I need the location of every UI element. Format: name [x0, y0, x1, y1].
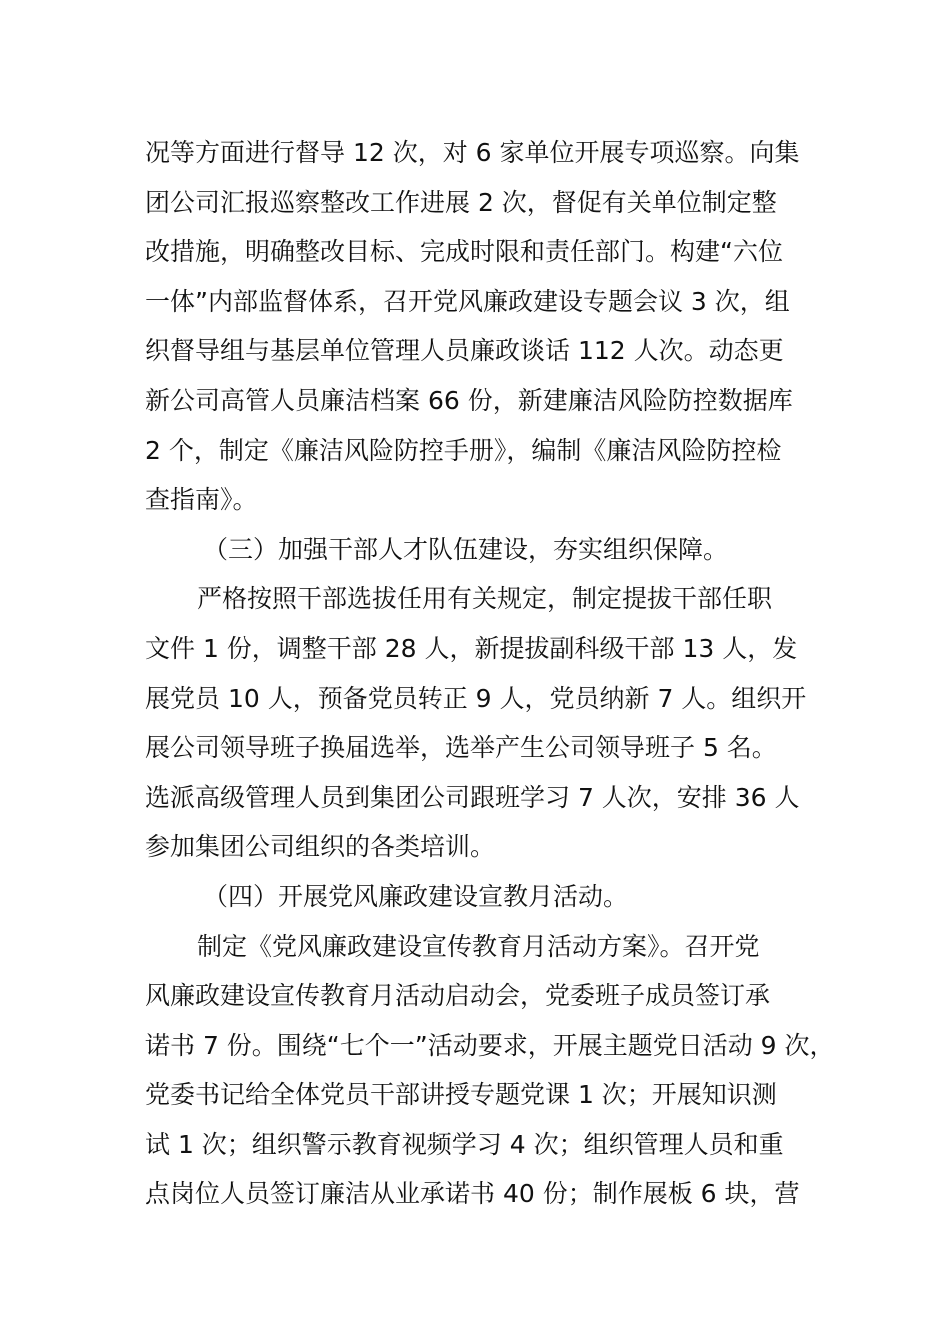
document-body — [145, 128, 835, 1219]
text-line: 展党员 10 人，预备党员转正 9 人，党员纳新 7 人。组织开 — [145, 683, 807, 713]
text-line: 风廉政建设宣传教育月活动启动会，党委班子成员签订承 — [145, 981, 771, 1011]
text-line: 严格按照干部选拔任用有关规定，制定提拔干部任职 — [197, 584, 773, 614]
text-line: 织督导组与基层单位管理人员廉政谈话 112 人次。动态更 — [145, 336, 784, 366]
text-line: 选派高级管理人员到集团公司跟班学习 7 人次，安排 36 人 — [145, 782, 800, 812]
text-line: 2 个，制定《廉洁风险防控手册》，编制《廉洁风险防控检 — [145, 435, 782, 465]
text-line: 一体”内部监督体系，召开党风廉政建设专题会议 3 次，组 — [145, 286, 790, 316]
text-line: 文件 1 份，调整干部 28 人，新提拔副科级干部 13 人，发 — [145, 633, 798, 663]
paragraph-supervision — [145, 128, 835, 525]
text-line: 参加集团公司组织的各类培训。 — [145, 832, 496, 862]
text-line: 党委书记给全体党员干部讲授专题党课 1 次；开展知识测 — [145, 1080, 777, 1110]
text-line: 试 1 次；组织警示教育视频学习 4 次；组织管理人员和重 — [145, 1129, 784, 1159]
text-line: 新公司高管人员廉洁档案 66 份，新建廉洁风险防控数据库 — [145, 385, 793, 415]
text-line: 制定《党风廉政建设宣传教育月活动方案》。召开党 — [197, 931, 760, 961]
section-heading-4: （四）开展党风廉政建设宣教月活动。 — [203, 881, 629, 911]
text-line: 展公司领导班子换届选举，选举产生公司领导班子 5 名。 — [145, 733, 777, 763]
text-line: 查指南》。 — [145, 485, 258, 515]
section-heading-3: （三）加强干部人才队伍建设，夯实组织保障。 — [203, 534, 729, 564]
paragraph-education-month — [145, 922, 835, 1220]
text-line: 改措施，明确整改目标、完成时限和责任部门。构建“六位 — [145, 237, 783, 267]
text-line: 点岗位人员签订廉洁从业承诺书 40 份；制作展板 6 块，营 — [145, 1179, 800, 1209]
text-line: 团公司汇报巡察整改工作进展 2 次，督促有关单位制定整 — [145, 187, 777, 217]
text-line: 诺书 7 份。围绕“七个一”活动要求，开展主题党日活动 9 次， — [145, 1030, 835, 1060]
paragraph-cadre-building — [145, 574, 835, 872]
text-line: 况等方面进行督导 12 次，对 6 家单位开展专项巡察。向集 — [145, 138, 800, 167]
